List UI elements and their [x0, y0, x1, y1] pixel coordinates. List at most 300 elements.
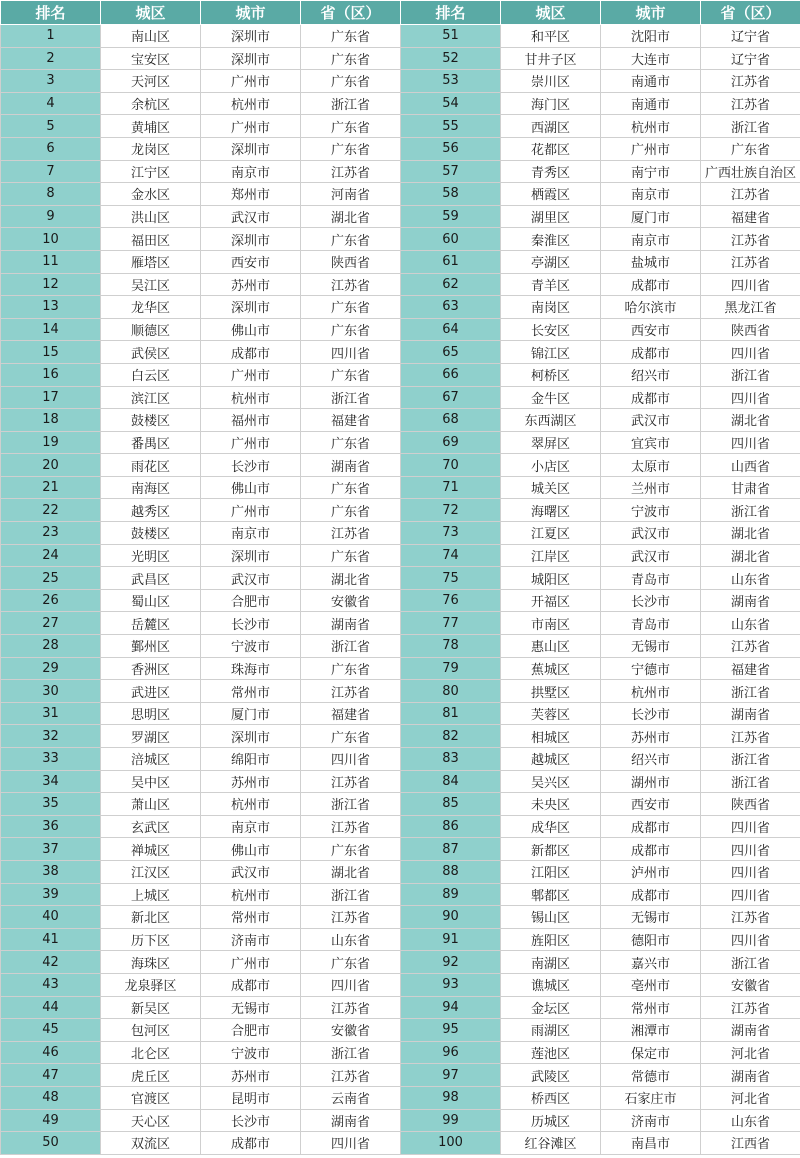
city-cell: 苏州市 [601, 725, 701, 748]
city-cell: 深圳市 [201, 544, 301, 567]
table-row [401, 928, 800, 951]
rank-cell: 25 [1, 567, 101, 590]
district-cell: 岳麓区 [101, 612, 201, 635]
city-cell: 沈阳市 [601, 25, 701, 48]
table-row [401, 205, 800, 228]
rank-cell: 82 [401, 725, 501, 748]
table-row [401, 612, 800, 635]
table-row [1, 680, 401, 703]
rank-cell: 32 [1, 725, 101, 748]
table-row [401, 183, 800, 206]
district-cell: 江汉区 [101, 860, 201, 883]
rank-cell: 37 [1, 838, 101, 861]
province-cell: 安徽省 [301, 1019, 401, 1042]
rank-cell: 64 [401, 318, 501, 341]
table-row [401, 1086, 800, 1109]
city-cell: 常州市 [601, 996, 701, 1019]
table-row [1, 92, 401, 115]
city-cell: 兰州市 [601, 476, 701, 499]
rank-cell: 19 [1, 431, 101, 454]
city-cell: 深圳市 [201, 47, 301, 70]
province-cell: 江苏省 [701, 996, 800, 1019]
district-cell: 武昌区 [101, 567, 201, 590]
province-cell: 辽宁省 [701, 25, 800, 48]
rank-cell: 83 [401, 748, 501, 771]
table-row [401, 1041, 800, 1064]
table-row [401, 70, 800, 93]
district-cell: 光明区 [101, 544, 201, 567]
province-cell: 江苏省 [701, 92, 800, 115]
city-cell: 保定市 [601, 1041, 701, 1064]
rank-cell: 71 [401, 476, 501, 499]
rank-cell: 1 [1, 25, 101, 48]
city-cell: 太原市 [601, 454, 701, 477]
province-cell: 浙江省 [701, 115, 800, 138]
province-cell: 四川省 [301, 341, 401, 364]
ranking-table-left [0, 0, 401, 1155]
city-cell: 成都市 [601, 883, 701, 906]
province-cell: 浙江省 [701, 748, 800, 771]
province-cell: 四川省 [301, 1132, 401, 1155]
province-cell: 广东省 [301, 431, 401, 454]
province-cell: 陕西省 [301, 250, 401, 273]
rank-cell: 77 [401, 612, 501, 635]
province-cell: 湖南省 [701, 589, 800, 612]
city-cell: 大连市 [601, 47, 701, 70]
rank-cell: 11 [1, 250, 101, 273]
table-row [401, 725, 800, 748]
header-city: 城市 [601, 1, 701, 25]
city-cell: 广州市 [201, 499, 301, 522]
rank-cell: 44 [1, 996, 101, 1019]
city-cell: 宁波市 [201, 635, 301, 658]
city-cell: 杭州市 [201, 386, 301, 409]
table-row [1, 906, 401, 929]
city-cell: 德阳市 [601, 928, 701, 951]
city-cell: 宁德市 [601, 657, 701, 680]
province-cell: 陕西省 [701, 318, 800, 341]
province-cell: 河北省 [701, 1086, 800, 1109]
table-row [401, 680, 800, 703]
district-cell: 栖霞区 [501, 183, 601, 206]
rank-cell: 9 [1, 205, 101, 228]
city-cell: 宁波市 [601, 499, 701, 522]
table-row [1, 1064, 401, 1087]
province-cell: 湖北省 [301, 205, 401, 228]
table-row [1, 635, 401, 658]
rank-cell: 18 [1, 409, 101, 432]
table-row [401, 522, 800, 545]
district-cell: 武进区 [101, 680, 201, 703]
rank-cell: 76 [401, 589, 501, 612]
district-cell: 旌阳区 [501, 928, 601, 951]
table-row [1, 296, 401, 319]
table-row [401, 973, 800, 996]
district-cell: 海珠区 [101, 951, 201, 974]
rank-cell: 27 [1, 612, 101, 635]
province-cell: 广东省 [301, 228, 401, 251]
table-row [401, 499, 800, 522]
table-row [401, 657, 800, 680]
province-cell: 四川省 [701, 815, 800, 838]
rank-cell: 88 [401, 860, 501, 883]
city-cell: 福州市 [201, 409, 301, 432]
province-cell: 浙江省 [701, 363, 800, 386]
city-cell: 常州市 [201, 906, 301, 929]
district-cell: 涪城区 [101, 748, 201, 771]
rank-cell: 75 [401, 567, 501, 590]
city-cell: 常德市 [601, 1064, 701, 1087]
province-cell: 湖南省 [701, 1019, 800, 1042]
city-cell: 嘉兴市 [601, 951, 701, 974]
city-cell: 深圳市 [201, 137, 301, 160]
table-row [401, 250, 800, 273]
district-cell: 罗湖区 [101, 725, 201, 748]
rank-cell: 79 [401, 657, 501, 680]
table-row [1, 928, 401, 951]
table-row [401, 431, 800, 454]
rank-cell: 98 [401, 1086, 501, 1109]
district-cell: 天心区 [101, 1109, 201, 1132]
rank-cell: 81 [401, 702, 501, 725]
district-cell: 武侯区 [101, 341, 201, 364]
table-row [1, 476, 401, 499]
table-row [1, 25, 401, 48]
province-cell: 福建省 [301, 702, 401, 725]
district-cell: 玄武区 [101, 815, 201, 838]
table-row [1, 160, 401, 183]
rank-cell: 99 [401, 1109, 501, 1132]
rank-cell: 60 [401, 228, 501, 251]
province-cell: 广东省 [701, 137, 800, 160]
city-cell: 湖州市 [601, 770, 701, 793]
table-row [1, 273, 401, 296]
city-cell: 南通市 [601, 92, 701, 115]
table-row [401, 815, 800, 838]
district-cell: 思明区 [101, 702, 201, 725]
city-cell: 杭州市 [601, 115, 701, 138]
table-row [401, 951, 800, 974]
header-city: 城市 [201, 1, 301, 25]
city-cell: 杭州市 [201, 92, 301, 115]
province-cell: 河北省 [701, 1041, 800, 1064]
district-cell: 和平区 [501, 25, 601, 48]
district-cell: 武陵区 [501, 1064, 601, 1087]
table-row [1, 499, 401, 522]
city-cell: 南昌市 [601, 1132, 701, 1155]
city-cell: 深圳市 [201, 725, 301, 748]
rank-cell: 36 [1, 815, 101, 838]
city-cell: 苏州市 [201, 273, 301, 296]
header-district: 城区 [101, 1, 201, 25]
table-row [1, 454, 401, 477]
province-cell: 浙江省 [701, 499, 800, 522]
table-row [1, 702, 401, 725]
rank-cell: 56 [401, 137, 501, 160]
table-row [1, 137, 401, 160]
province-cell: 江苏省 [301, 770, 401, 793]
rank-cell: 10 [1, 228, 101, 251]
province-cell: 四川省 [301, 748, 401, 771]
district-cell: 相城区 [501, 725, 601, 748]
province-cell: 广东省 [301, 115, 401, 138]
province-cell: 广东省 [301, 47, 401, 70]
district-cell: 芙蓉区 [501, 702, 601, 725]
rank-cell: 16 [1, 363, 101, 386]
city-cell: 佛山市 [201, 476, 301, 499]
table-row [1, 748, 401, 771]
district-cell: 惠山区 [501, 635, 601, 658]
province-cell: 安徽省 [301, 589, 401, 612]
table-row [1, 250, 401, 273]
province-cell: 广东省 [301, 318, 401, 341]
rank-cell: 94 [401, 996, 501, 1019]
province-cell: 四川省 [701, 883, 800, 906]
ranking-table-right [400, 0, 800, 1155]
district-cell: 郫都区 [501, 883, 601, 906]
province-cell: 广东省 [301, 657, 401, 680]
province-cell: 四川省 [301, 973, 401, 996]
rank-cell: 86 [401, 815, 501, 838]
province-cell: 四川省 [701, 860, 800, 883]
province-cell: 广东省 [301, 70, 401, 93]
province-cell: 黑龙江省 [701, 296, 800, 319]
province-cell: 江苏省 [701, 635, 800, 658]
city-cell: 石家庄市 [601, 1086, 701, 1109]
district-cell: 白云区 [101, 363, 201, 386]
province-cell: 云南省 [301, 1086, 401, 1109]
rank-cell: 67 [401, 386, 501, 409]
rank-cell: 13 [1, 296, 101, 319]
rank-cell: 93 [401, 973, 501, 996]
district-cell: 新都区 [501, 838, 601, 861]
rank-cell: 65 [401, 341, 501, 364]
province-cell: 湖北省 [301, 860, 401, 883]
province-cell: 湖南省 [701, 702, 800, 725]
city-cell: 湘潭市 [601, 1019, 701, 1042]
city-cell: 无锡市 [601, 906, 701, 929]
province-cell: 湖北省 [301, 567, 401, 590]
district-cell: 金坛区 [501, 996, 601, 1019]
rank-cell: 58 [401, 183, 501, 206]
district-cell: 江阳区 [501, 860, 601, 883]
table-row [1, 544, 401, 567]
table-row [1, 409, 401, 432]
province-cell: 广东省 [301, 476, 401, 499]
district-cell: 金牛区 [501, 386, 601, 409]
table-row [401, 115, 800, 138]
rank-cell: 69 [401, 431, 501, 454]
district-cell: 吴中区 [101, 770, 201, 793]
left-table-body [1, 25, 401, 1155]
rank-cell: 90 [401, 906, 501, 929]
rank-cell: 70 [401, 454, 501, 477]
table-row [401, 996, 800, 1019]
city-cell: 杭州市 [201, 883, 301, 906]
province-cell: 福建省 [701, 657, 800, 680]
district-cell: 甘井子区 [501, 47, 601, 70]
table-row [1, 589, 401, 612]
district-cell: 谯城区 [501, 973, 601, 996]
province-cell: 江苏省 [701, 183, 800, 206]
table-row [401, 341, 800, 364]
province-cell: 四川省 [701, 273, 800, 296]
district-cell: 拱墅区 [501, 680, 601, 703]
province-cell: 湖南省 [301, 612, 401, 635]
city-cell: 武汉市 [601, 522, 701, 545]
district-cell: 崇川区 [501, 70, 601, 93]
table-row [401, 363, 800, 386]
table-row [1, 341, 401, 364]
district-cell: 宝安区 [101, 47, 201, 70]
province-cell: 江苏省 [301, 996, 401, 1019]
district-cell: 包河区 [101, 1019, 201, 1042]
city-cell: 成都市 [601, 273, 701, 296]
city-cell: 亳州市 [601, 973, 701, 996]
city-cell: 绍兴市 [601, 363, 701, 386]
rank-cell: 61 [401, 250, 501, 273]
city-cell: 武汉市 [601, 409, 701, 432]
city-cell: 绍兴市 [601, 748, 701, 771]
city-cell: 佛山市 [201, 838, 301, 861]
province-cell: 广东省 [301, 544, 401, 567]
city-cell: 绵阳市 [201, 748, 301, 771]
city-cell: 武汉市 [201, 860, 301, 883]
city-cell: 无锡市 [201, 996, 301, 1019]
table-row [401, 589, 800, 612]
rank-cell: 35 [1, 793, 101, 816]
rank-cell: 53 [401, 70, 501, 93]
district-cell: 雁塔区 [101, 250, 201, 273]
district-cell: 新吴区 [101, 996, 201, 1019]
rank-cell: 41 [1, 928, 101, 951]
province-cell: 湖南省 [301, 1109, 401, 1132]
table-row [401, 1132, 800, 1155]
province-cell: 福建省 [301, 409, 401, 432]
rank-cell: 26 [1, 589, 101, 612]
district-cell: 天河区 [101, 70, 201, 93]
rank-cell: 66 [401, 363, 501, 386]
table-row [1, 522, 401, 545]
rank-cell: 85 [401, 793, 501, 816]
rank-cell: 48 [1, 1086, 101, 1109]
city-cell: 杭州市 [201, 793, 301, 816]
header-district: 城区 [501, 1, 601, 25]
city-cell: 郑州市 [201, 183, 301, 206]
right-half [400, 0, 800, 1155]
district-cell: 城阳区 [501, 567, 601, 590]
table-row [1, 47, 401, 70]
district-cell: 官渡区 [101, 1086, 201, 1109]
province-cell: 安徽省 [701, 973, 800, 996]
city-cell: 南京市 [601, 228, 701, 251]
rank-cell: 5 [1, 115, 101, 138]
table-row [401, 1019, 800, 1042]
district-cell: 市南区 [501, 612, 601, 635]
district-cell: 龙岗区 [101, 137, 201, 160]
table-row [401, 25, 800, 48]
district-cell: 新北区 [101, 906, 201, 929]
province-cell: 江苏省 [701, 725, 800, 748]
city-cell: 宁波市 [201, 1041, 301, 1064]
table-row [1, 205, 401, 228]
city-cell: 珠海市 [201, 657, 301, 680]
city-cell: 武汉市 [601, 544, 701, 567]
rank-cell: 74 [401, 544, 501, 567]
header-row [401, 1, 800, 25]
district-cell: 南湖区 [501, 951, 601, 974]
city-cell: 深圳市 [201, 296, 301, 319]
district-cell: 越秀区 [101, 499, 201, 522]
rank-cell: 21 [1, 476, 101, 499]
district-cell: 北仑区 [101, 1041, 201, 1064]
rank-cell: 87 [401, 838, 501, 861]
province-cell: 浙江省 [301, 793, 401, 816]
table-row [1, 1109, 401, 1132]
table-row [1, 657, 401, 680]
table-row [1, 951, 401, 974]
city-cell: 宜宾市 [601, 431, 701, 454]
rank-cell: 23 [1, 522, 101, 545]
rank-cell: 6 [1, 137, 101, 160]
district-cell: 上城区 [101, 883, 201, 906]
city-cell: 长沙市 [201, 1109, 301, 1132]
district-cell: 鼓楼区 [101, 409, 201, 432]
district-cell: 红谷滩区 [501, 1132, 601, 1155]
table-row [401, 160, 800, 183]
province-cell: 广东省 [301, 499, 401, 522]
province-cell: 浙江省 [701, 951, 800, 974]
city-cell: 合肥市 [201, 1019, 301, 1042]
city-cell: 长沙市 [601, 702, 701, 725]
table-row [1, 1019, 401, 1042]
rank-cell: 54 [401, 92, 501, 115]
province-cell: 山东省 [701, 612, 800, 635]
table-row [401, 476, 800, 499]
city-cell: 成都市 [201, 341, 301, 364]
province-cell: 陕西省 [701, 793, 800, 816]
province-cell: 浙江省 [301, 386, 401, 409]
right-table-body [401, 25, 800, 1155]
table-row [1, 815, 401, 838]
province-cell: 江苏省 [301, 815, 401, 838]
city-cell: 南京市 [601, 183, 701, 206]
district-cell: 龙泉驿区 [101, 973, 201, 996]
table-row [401, 386, 800, 409]
city-cell: 西安市 [601, 318, 701, 341]
city-cell: 南京市 [201, 522, 301, 545]
city-cell: 广州市 [201, 951, 301, 974]
province-cell: 广东省 [301, 725, 401, 748]
district-cell: 蜀山区 [101, 589, 201, 612]
table-row [1, 973, 401, 996]
province-cell: 河南省 [301, 183, 401, 206]
province-cell: 山东省 [701, 567, 800, 590]
rank-cell: 4 [1, 92, 101, 115]
district-cell: 翠屏区 [501, 431, 601, 454]
district-cell: 萧山区 [101, 793, 201, 816]
table-row [401, 1064, 800, 1087]
province-cell: 四川省 [701, 431, 800, 454]
district-cell: 长安区 [501, 318, 601, 341]
rank-cell: 28 [1, 635, 101, 658]
city-cell: 南京市 [201, 160, 301, 183]
rank-cell: 100 [401, 1132, 501, 1155]
district-cell: 香洲区 [101, 657, 201, 680]
header-row [1, 1, 401, 25]
rank-cell: 95 [401, 1019, 501, 1042]
table-row [1, 996, 401, 1019]
